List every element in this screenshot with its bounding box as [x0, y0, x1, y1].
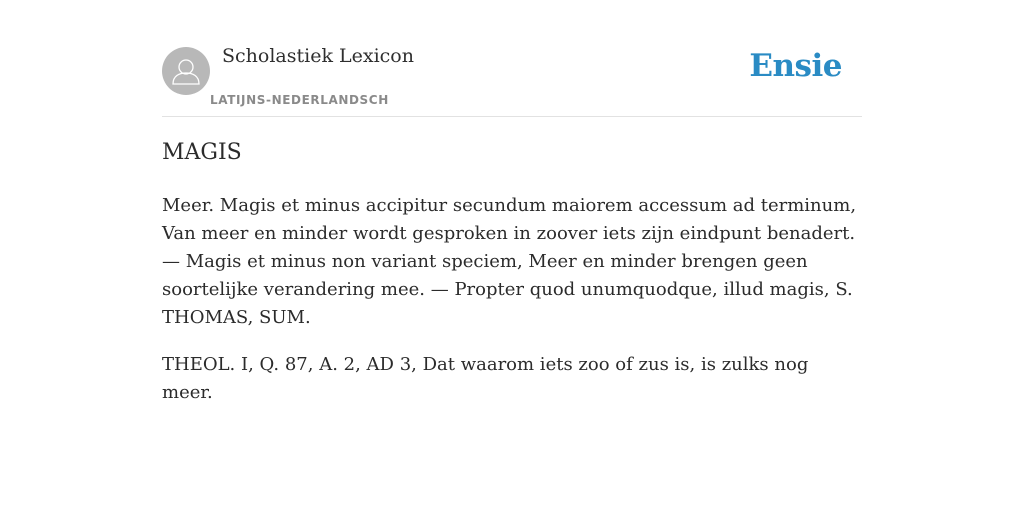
- entry-title: MAGIS: [162, 140, 242, 165]
- page: [162, 0, 862, 403]
- entry-paragraph: Meer. Magis et minus accipitur secundum maiorem accessum ad terminum, Van meer en minder wordt gesproken in zoover iets zijn eindpunt benadert. — Magis et minus non variant speciem, Meer en minder brengen geen soortelijke verandering mee. — Propter quod unumquodque, illud magis, S. THOMAS, SUM.: [162, 195, 857, 328]
- source-title[interactable]: Scholastiek Lexicon: [222, 45, 414, 67]
- brand-logo[interactable]: Ensie: [749, 48, 842, 84]
- entry-body: [162, 192, 862, 426]
- source-header: [162, 0, 862, 117]
- source-subtitle: LATIJNS-NEDERLANDSCH: [210, 93, 389, 107]
- entry-paragraph: THEOL. I, Q. 87, A. 2, AD 3, Dat waarom iets zoo of zus is, is zulks nog meer.: [162, 354, 809, 403]
- user-icon[interactable]: [162, 47, 210, 95]
